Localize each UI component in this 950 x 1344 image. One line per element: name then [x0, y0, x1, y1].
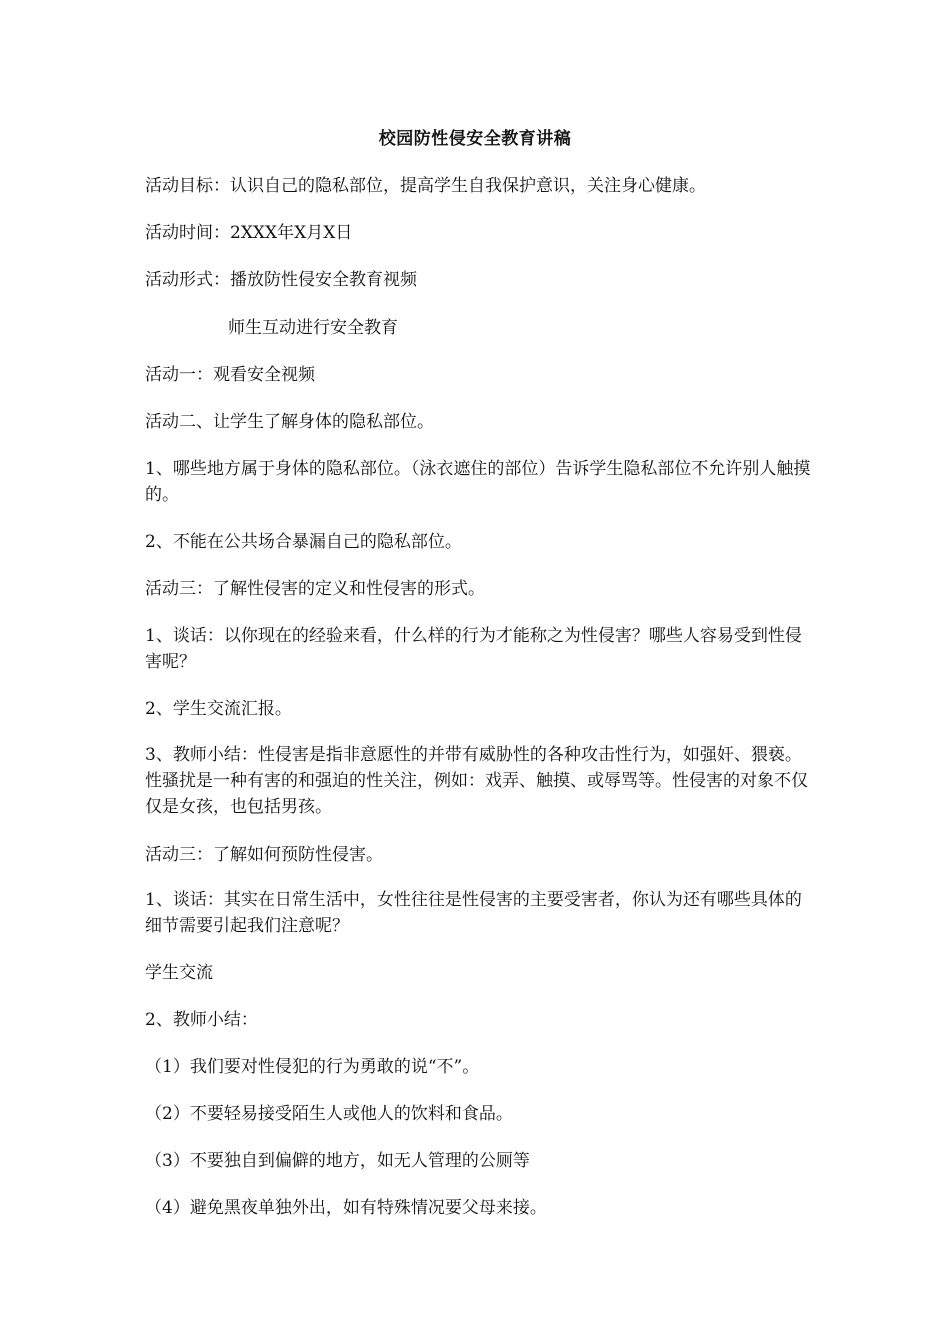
paragraph-activity-one: 活动一：观看安全视频 — [145, 365, 315, 385]
paragraph-activity-three-b: 活动三：了解如何预防性侵害。 — [145, 845, 383, 865]
paragraph-talk-two: 1、谈话：其实在日常生活中，女性往往是性侵害的主要受害者，你认为还有哪些具体的细节需要引起我们注意呢？ — [145, 890, 802, 936]
list-item-3: （3）不要独自到偏僻的地方，如无人管理的公厕等 — [145, 1151, 530, 1171]
paragraph-activity-two: 活动二、让学生了解身体的隐私部位。 — [145, 412, 434, 432]
list-item-1: （1）我们要对性侵犯的行为勇敢的说“不”。 — [145, 1057, 480, 1077]
paragraph-student-exchange: 学生交流 — [145, 963, 213, 983]
paragraph-teacher-summary-two: 2、教师小结： — [145, 1010, 258, 1030]
paragraph-student-report: 2、学生交流汇报。 — [145, 699, 292, 719]
paragraph-activity-time: 活动时间：2XXX年X月X日 — [145, 223, 353, 243]
paragraph-activity-form-cont: 师生互动进行安全教育 — [228, 318, 398, 338]
paragraph-activity-form: 活动形式：播放防性侵安全教育视频 — [145, 270, 417, 290]
paragraph-private-parts: 1、哪些地方属于身体的隐私部位。（泳衣遮住的部位）告诉学生隐私部位不允许别人触摸的。 — [145, 459, 811, 505]
list-item-4: （4）避免黑夜单独外出，如有特殊情况要父母来接。 — [145, 1198, 547, 1218]
paragraph-teacher-summary-one: 3、教师小结：性侵害是指非意愿性的并带有威胁性的各种攻击性行为，如强奸、猥亵。性骚扰是一种有害的和强迫的性关注，例如：戏弄、触摸、或辱骂等。性侵害的对象不仅仅是女孩，也包括男孩。 — [145, 745, 808, 817]
paragraph-activity-three-a: 活动三：了解性侵害的定义和性侵害的形式。 — [145, 579, 485, 599]
paragraph-talk-one: 1、谈话：以你现在的经验来看，什么样的行为才能称之为性侵害？哪些人容易受到性侵害呢？ — [145, 626, 802, 672]
paragraph-activity-goal: 活动目标：认识自己的隐私部位，提高学生自我保护意识，关注身心健康。 — [145, 176, 706, 196]
document-title: 校园防性侵安全教育讲稿 — [378, 129, 572, 149]
list-item-2: （2）不要轻易接受陌生人或他人的饮料和食品。 — [145, 1104, 513, 1124]
paragraph-no-exposure: 2、不能在公共场合暴漏自己的隐私部位。 — [145, 532, 462, 552]
